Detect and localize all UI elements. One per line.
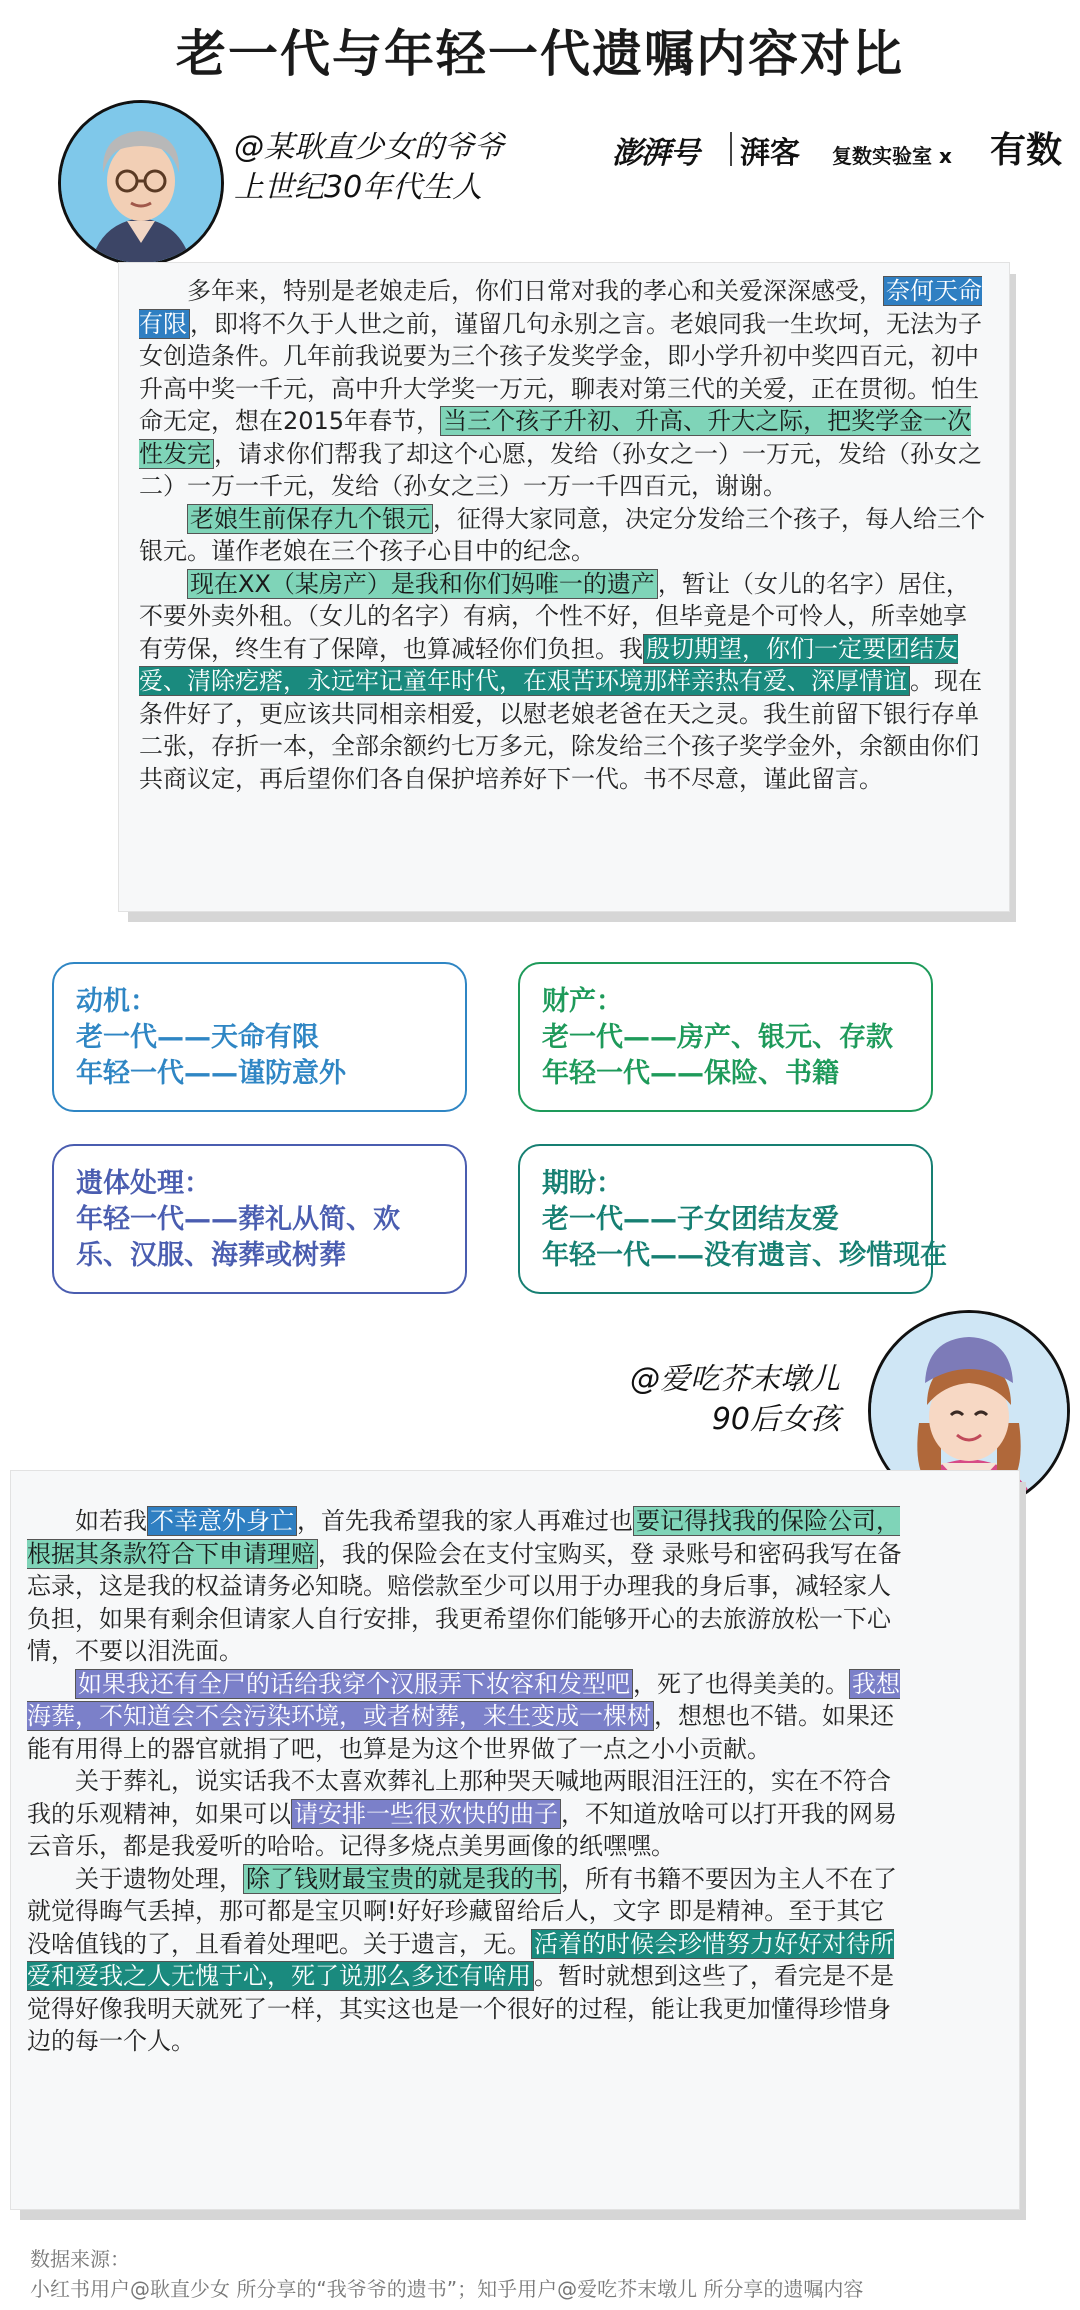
brand-youshu: 有数: [990, 129, 1063, 171]
data-source: [30, 2244, 863, 2304]
highlight: 奈何天命有限: [139, 277, 982, 338]
brand-pengpai: 澎湃号: [612, 136, 699, 171]
grandpa-avatar: [58, 100, 224, 266]
page-title: 老一代与年轻一代遗嘱内容对比: [176, 25, 904, 83]
box-title: 期盼：: [542, 1168, 623, 1199]
young-para-1: 如若我 不幸意外身亡 ，首先我希望我的家人再难过也 要记得找我的保险公司，根据其条款符合下申请理赔 ，我的保险会在支付宝购买，登 录账号和密码我写在备忘录，这是我的权益请务必知晓。赔偿款至少可以用于办理我的身后事，减轻家人负担，如果有剩余但请家人自行安排，我更希望你们能够开心的去旅游放松一下心情，不要以泪洗面。: [27, 1507, 902, 1665]
box-line: 年轻一代——谨防意外: [76, 1058, 346, 1089]
letter-paper: [118, 262, 1010, 912]
source-text: 小红书用户@耿直少女 所分享的“我爷爷的遗书”；知乎用户@爱吃芥末墩儿 所分享的遗嘱内容: [30, 2277, 864, 2301]
young-persona: [600, 1360, 840, 1440]
box-hope: [518, 1144, 947, 1294]
highlight: 如果我还有全尸的话给我穿个汉服弄下妆容和发型吧: [75, 1669, 633, 1699]
elder-desc: 上世纪30年代生人: [234, 170, 483, 205]
brand-lab: 复数实验室 x: [832, 144, 952, 168]
brand-separator: [730, 132, 732, 166]
highlight: 活着的时候会珍惜努力好好对待所爱和爱我之人无愧于心，死了说那么多还有啥用: [27, 1929, 894, 1990]
box-line: 老一代——房产、银元、存款: [542, 1022, 893, 1053]
elder-para-1: 多年来，特别是老娘走后，你们日常对我的孝心和关爱深深感受， 奈何天命有限 ，即将不久于人世之前，谨留几句永别之言。老娘同我一生坎坷，无法为子女创造条件。几年前我说要为三个孩子发奖学金，即小学升初中奖四百元，初中升高中奖一千元，高中升大学奖一万元，聊表对第三代的关爱，正在贯彻。怕生命无定，想在2015年春节， 当三个孩子升初、升高、升大之际，把奖学金一次性发完 ，请求你们帮我了却这个心愿，发给（孙女之一）一万元，发给（孙女之二）一万一千元，发给（孙女之三）一万一千四百元，谢谢。: [139, 277, 982, 500]
box-line: 老一代——天命有限: [76, 1022, 319, 1053]
highlight: 不幸意外身亡: [147, 1506, 297, 1536]
highlight: 我想海葬，不知道会不会污染环境，或者树葬，来生变成一棵树: [27, 1669, 900, 1730]
elder-handle: @某耿直少女的爷爷: [234, 130, 504, 165]
box-motive: [52, 962, 467, 1112]
young-para-2: 如果我还有全尸的话给我穿个汉服弄下妆容和发型吧 ，死了也得美美的。 我想海葬，不知道会不会污染环境，或者树葬，来生变成一棵树 ，想想也不错。如果还能有用得上的器官就捐了吧，也算是为这个世界做了一点之小小贡献。: [27, 1669, 900, 1763]
box-body: [52, 1144, 467, 1294]
letter-paper: [10, 1470, 1020, 2210]
elder-para-3: 现在XX（某房产）是我和你们妈唯一的遗产 ，暂让（女儿的名字）居住，不要外卖外租。（女儿的名字）有病，个性不好，但毕竟是个可怜人，所幸她享有劳保，终生有了保障，也算减轻你们负担。我 殷切期望，你们一定要团结友爱、清除疙瘩，永远牢记童年时代，在艰苦环境那样亲热有爱、深厚情谊 。现在条件好了，更应该共同相亲相爱，以慰老娘老爸在天之灵。我生前留下银行存单二张，存折一本，全部余额约七万多元，除发给三个孩子奖学金外，余额由你们共商议定，再后望你们各自保护培养好下一代。书不尽意，谨此留言。: [139, 569, 982, 793]
highlight: 请安排一些很欢快的曲子: [291, 1799, 561, 1829]
young-handle: @爱吃芥末墩儿: [630, 1362, 840, 1397]
young-desc: 90后女孩: [711, 1402, 840, 1437]
highlight: 当三个孩子升初、升高、升大之际，把奖学金一次性发完: [139, 407, 972, 468]
elder-persona: [234, 128, 504, 208]
elder-letter: [118, 262, 1010, 912]
box-title: 动机：: [76, 986, 157, 1017]
box-property: [518, 962, 933, 1112]
highlight: 要记得找我的保险公司，根据其条款符合下申请理赔: [27, 1507, 900, 1568]
brand-paike: 湃客: [740, 136, 800, 171]
young-letter: [10, 1470, 1020, 2210]
young-para-4: 关于遗物处理， 除了钱财最宝贵的就是我的书 ，所有书籍不要因为主人不在了就觉得晦气丢掉，那可都是宝贝啊!好好珍藏留给后人，文字 即是精神。至于其它没啥值钱的了，且看着处理吧。关于遗言，无。 活着的时候会珍惜努力好好对待所爱和爱我之人无愧于心，死了说那么多还有啥用 。暂时就想到这些了，看完是不是觉得好像我明天就死了一样，其实这也是一个很好的过程，能让我更加懂得珍惜身边的每一个人。: [27, 1864, 897, 2055]
highlight: 现在XX（某房产）是我和你们妈唯一的遗产: [187, 569, 658, 599]
young-para-3: 关于葬礼，说实话我不太喜欢葬礼上那种哭天喊地两眼泪汪汪的，实在不符合我的乐观精神，如果可以 请安排一些很欢快的曲子 ，不知道放啥可以打开我的网易云音乐，都是我爱听的哈哈。记得多烧点美男画像的纸嘿嘿。: [27, 1767, 897, 1860]
box-title: 遗体处理：: [76, 1168, 211, 1199]
box-line: 年轻一代——没有遗言、珍惜现在: [542, 1240, 947, 1271]
highlight: 老娘生前保存九个银元: [187, 504, 433, 534]
box-line: 老一代——子女团结友爱: [542, 1204, 839, 1235]
elder-para-2: 老娘生前保存九个银元 ，征得大家同意，决定分发给三个孩子，每人给三个银元。谨作老娘在三个孩子心目中的纪念。: [139, 504, 985, 565]
highlight: 殷切期望，你们一定要团结友爱、清除疙瘩，永远牢记童年时代，在艰苦环境那样亲热有爱、深厚情谊: [139, 634, 958, 695]
box-title: 财产：: [542, 986, 623, 1017]
box-line: 年轻一代——保险、书籍: [542, 1058, 839, 1089]
box-line: 年轻一代——葬礼从简、欢乐、汉服、海葬或树葬: [76, 1204, 400, 1271]
highlight: 除了钱财最宝贵的就是我的书: [243, 1864, 561, 1894]
source-label: 数据来源：: [30, 2247, 130, 2271]
